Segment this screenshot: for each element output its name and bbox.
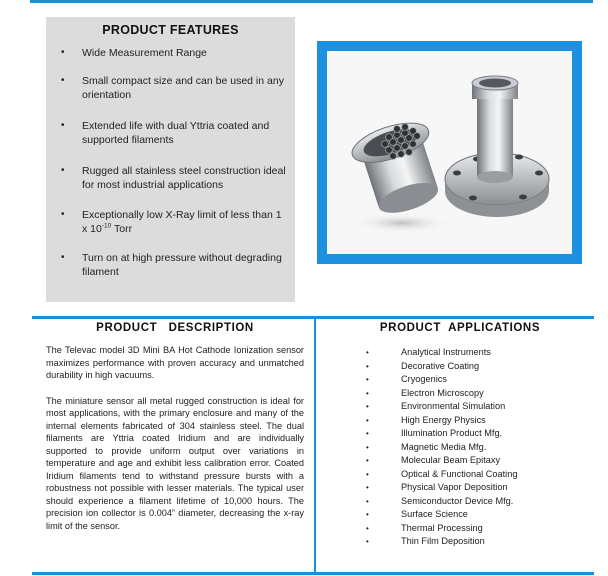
bullet-icon: • [366,429,369,438]
application-item [330,346,590,360]
bullet-icon: • [61,47,65,58]
bullet-icon: • [61,165,65,176]
product-description-title: PRODUCT DESCRIPTION [96,322,254,334]
feature-text: Turn on at high pressure without degrading filament [82,252,282,278]
bullet-icon: • [366,442,369,452]
bullet-icon: • [61,209,65,220]
bullet-icon: • [366,523,369,533]
feature-text-unit: Torr [111,223,133,235]
bullet-icon: • [366,375,369,384]
application-item [330,454,590,468]
feature-item [61,74,287,102]
feature-text: Wide Measurement Range [82,47,207,59]
application-label: Surface Science [401,509,468,519]
bullet-icon: • [61,75,65,86]
feature-item [61,46,287,60]
product-features-title: PRODUCT FEATURES [102,23,239,37]
product-features-panel [46,17,295,302]
application-label: Thin Film Deposition [401,536,485,546]
feature-text: Extended life with dual Yttria coated and supported filaments [82,120,270,146]
column-divider [314,316,316,574]
application-item [330,468,590,482]
application-item [330,522,590,536]
product-photo-frame [317,41,582,264]
application-item [330,414,590,428]
bullet-icon: • [366,469,369,479]
application-item [330,495,590,509]
application-label: Thermal Processing [401,522,483,533]
feature-item [61,119,287,147]
feature-text: Small compact size and can be used in any orientation [82,75,284,101]
application-item [330,427,590,441]
application-label: Molecular Beam Epitaxy [401,455,501,465]
bullet-icon: • [366,483,369,492]
application-item [330,481,590,495]
feature-item-xray-limit [61,208,287,236]
application-item [330,360,590,374]
application-label: Environmental Simulation [401,401,506,411]
bullet-icon: • [366,348,369,357]
bottom-divider [32,572,594,575]
application-label: Semiconductor Device Mfg. [401,495,514,506]
bullet-icon: • [366,415,369,425]
application-label: Illumination Product Mfg. [401,428,503,438]
application-label: Analytical Instruments [401,347,491,357]
bullet-icon: • [61,120,65,131]
product-photo [327,51,572,254]
bullet-icon: • [366,537,369,546]
ionization-gauge-illustration [327,51,572,254]
section-divider [32,316,594,319]
application-label: Cryogenics [401,374,447,384]
bullet-icon: • [366,402,369,411]
bullet-icon: • [366,388,369,398]
bullet-icon: • [366,496,369,506]
product-applications-section [330,322,590,549]
application-label: Electron Microscopy [401,387,484,398]
application-label: Optical & Functional Coating [401,468,518,479]
product-applications-title: PRODUCT APPLICATIONS [379,322,541,334]
application-label: Magnetic Media Mfg. [401,441,487,452]
application-label: Decorative Coating [401,360,480,371]
bullet-icon: • [366,361,369,371]
feature-text: Exceptionally low X-Ray limit of less than 1 x 10 [82,209,282,235]
description-paragraph: The miniature sensor all metal rugged construction is ideal for most applications, with the primary enclosure and many of the internal elements fabricated of 304 stainless steel. The dual filaments are Yttria coated Iridium and are individually supported to provide uniform output over variations in temperature and age and exhibit less calibration error. Coated Iridium filaments tend to withstand pressure bursts with a robustness not possible with lesser materials. The typical user should experience a filament lifetime of 10,000 hours. The precision ion collector is 0.004” diameter, decreasing the x-ray limit of the sensor. [46,395,304,531]
application-label: High Energy Physics [401,414,486,425]
application-item [330,387,590,401]
bullet-icon: • [366,510,369,519]
bullet-icon: • [366,456,369,465]
application-item [330,535,590,549]
bullet-icon: • [61,252,65,263]
applications-list [330,346,590,549]
feature-text: Rugged all stainless steel construction ideal for most industrial applications [82,165,286,191]
application-item [330,508,590,522]
top-divider [30,0,593,3]
application-item [330,441,590,455]
exponent: -10 [101,222,112,230]
feature-item [61,251,287,279]
application-label: Physical Vapor Deposition [401,482,508,492]
application-item [330,400,590,414]
feature-item [61,164,287,192]
description-paragraph: The Televac model 3D Mini BA Hot Cathode Ionization sensor maximizes performance with proven accuracy and unmatched durability in high vacuums. [46,345,304,380]
product-description-section [46,322,304,532]
application-item [330,373,590,387]
